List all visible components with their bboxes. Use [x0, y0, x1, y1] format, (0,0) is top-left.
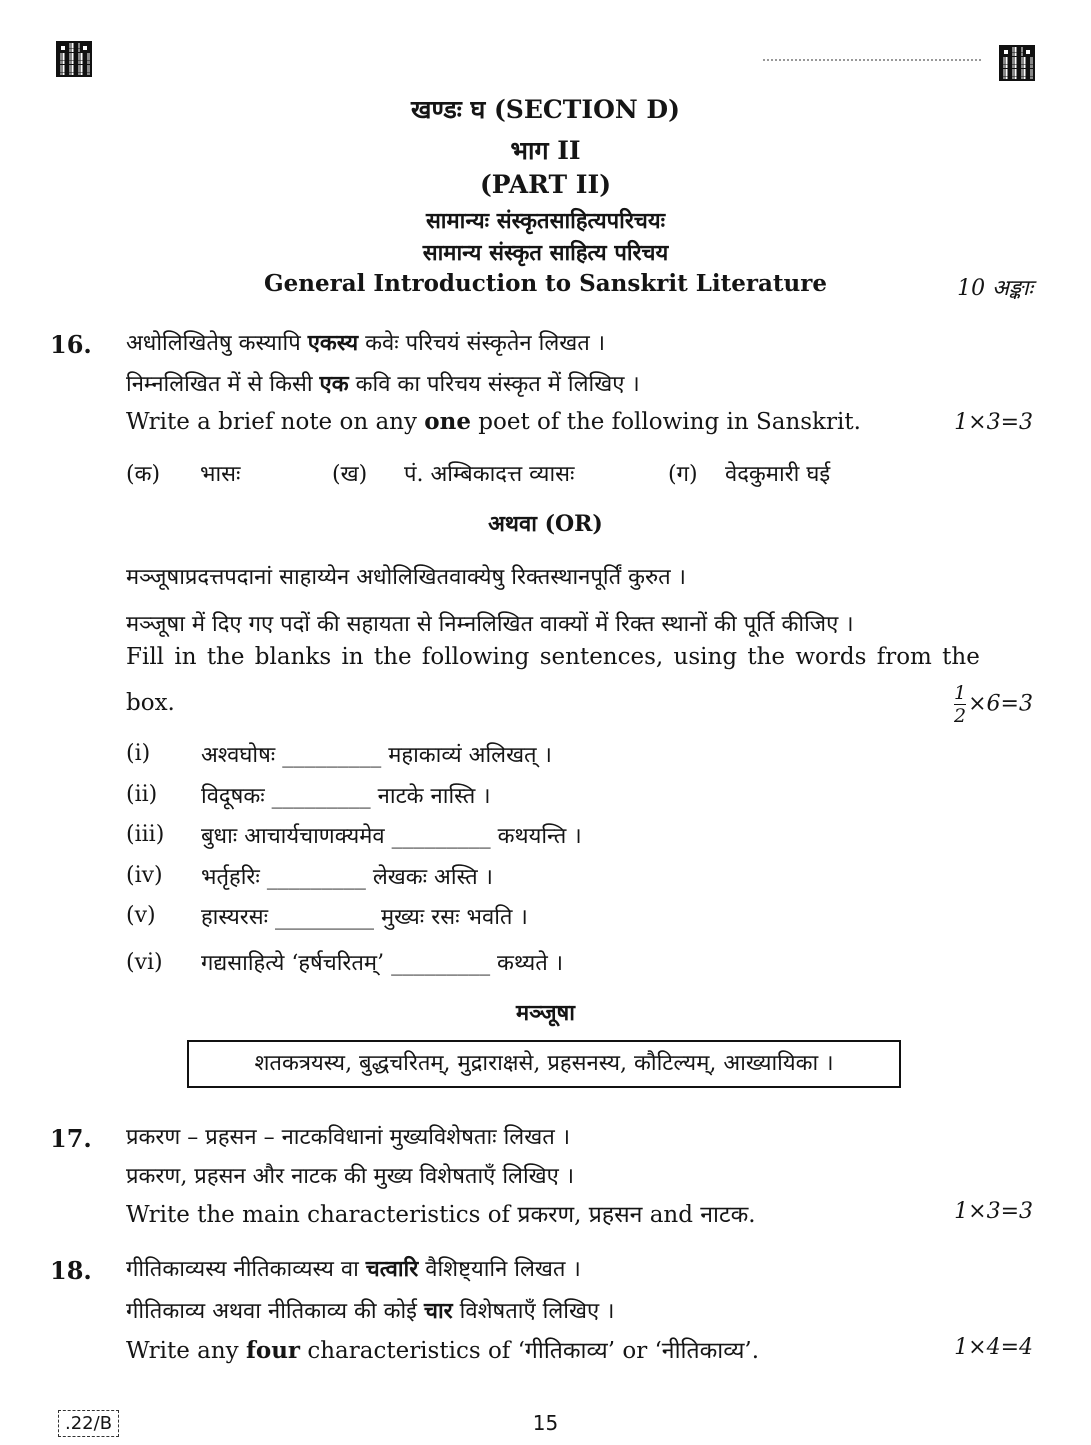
item-text-iii: बुधाः आचार्यचाणक्यमेव _________ कथयन्ति । — [201, 824, 582, 849]
q16-option-label-kha: (ख) — [332, 462, 368, 487]
item-number-v: (v) — [126, 903, 156, 928]
q16-option-text-ka: भासः — [200, 462, 241, 487]
q16-alt-english-line-1: Fill in the blanks in the following sentences, using the words from the — [126, 644, 980, 670]
item-number-iii: (iii) — [126, 822, 165, 847]
q16-option-text-kha: पं. अम्बिकादत्त व्यासः — [404, 462, 575, 487]
q18-marks: 1×4=4 — [954, 1335, 1033, 1360]
subject-english: General Introduction to Sanskrit Literature — [263, 270, 828, 297]
header-dotted-line — [763, 59, 981, 61]
part-hindi: भाग II — [510, 136, 581, 165]
part-english: (PART II) — [479, 170, 612, 199]
q16-hindi-line: निम्नलिखित में से किसी एक कवि का परिचय संस्कृत में लिखिए । — [126, 371, 640, 397]
q16-option-text-ga: वेदकुमारी घई — [725, 462, 831, 487]
section-marks: 10 अङ्काः — [957, 276, 1033, 301]
word-box: शतकत्रयस्य, बुद्धचरितम्, मुद्राराक्षसे, प्रहसनस्य, कौटिल्यम्, आख्यायिका । — [187, 1040, 901, 1088]
q17-english-line: Write the main characteristics of प्रकरण, प्रहसन and नाटक. — [126, 1202, 756, 1228]
q18-sanskrit-line: गीतिकाव्यस्य नीतिकाव्यस्य वा चत्वारि वैशिष्ट्यानि लिखत । — [126, 1256, 581, 1282]
item-number-iv: (iv) — [126, 863, 163, 888]
q17-hindi-line: प्रकरण, प्रहसन और नाटक की मुख्य विशेषताएँ लिखिए । — [126, 1164, 575, 1189]
box-title: मञ्जूषा — [516, 1000, 575, 1026]
question-number-16: 16. — [50, 330, 92, 359]
q18-hindi-line: गीतिकाव्य अथवा नीतिकाव्य की कोई चार विशेषताएँ लिखिए । — [126, 1298, 615, 1324]
q16-alt-english-line-2: box. — [126, 690, 175, 716]
q16-alt-sanskrit-line: मञ्जूषाप्रदत्तपदानां साहाय्येन अधोलिखितवाक्येषु रिक्तस्थानपूर्तिं कुरुत । — [126, 565, 687, 590]
q17-marks: 1×3=3 — [954, 1199, 1033, 1224]
page-number: 15 — [532, 1411, 559, 1435]
subject-sanskrit: सामान्यः संस्कृतसाहित्यपरिचयः — [425, 208, 666, 234]
question-number-17: 17. — [50, 1124, 92, 1153]
or-label: अथवा (OR) — [488, 511, 603, 537]
item-text-i: अश्वघोषः _________ महाकाव्यं अलिखत् । — [201, 743, 552, 768]
q16-english-line: Write a brief note on any one poet of the following in Sanskrit. — [126, 408, 861, 435]
item-text-iv: भर्तृहरिः _________ लेखकः अस्ति । — [201, 865, 493, 890]
q16-option-label-ga: (ग) — [668, 462, 698, 487]
subject-hindi: सामान्य संस्कृत साहित्य परिचय — [422, 240, 669, 266]
q17-sanskrit-line: प्रकरण – प्रहसन – नाटकविधानां मुख्यविशेषताः लिखत । — [126, 1125, 571, 1150]
qr-code-right — [999, 45, 1035, 81]
q16-option-label-ka: (क) — [126, 462, 161, 487]
paper-code: .22/B — [58, 1410, 119, 1437]
qr-code-left — [56, 41, 92, 77]
question-number-18: 18. — [50, 1256, 92, 1285]
q16-alt-hindi-line: मञ्जूषा में दिए गए पदों की सहायता से निम्नलिखित वाक्यों में रिक्त स्थानों की पूर्ति कीजिए । — [126, 612, 854, 637]
item-number-vi: (vi) — [126, 950, 163, 975]
q16-sanskrit-line: अधोलिखितेषु कस्यापि एकस्य कवेः परिचयं संस्कृतेन लिखत । — [126, 330, 606, 356]
item-text-vi: गद्यसाहित्ये ‘हर्षचरितम्’ _________ कथ्यते । — [201, 951, 564, 976]
section-title: खण्डः घ (SECTION D) — [411, 95, 680, 124]
item-number-i: (i) — [126, 741, 151, 766]
item-text-v: हास्यरसः _________ मुख्यः रसः भवति । — [201, 905, 528, 930]
q16-marks: 1×3=3 — [954, 410, 1033, 435]
item-number-ii: (ii) — [126, 782, 158, 807]
item-text-ii: विदूषकः _________ नाटके नास्ति । — [201, 784, 491, 809]
q16-alt-marks: $\frac{1}{2}$ ×6=3 — [954, 682, 1033, 727]
q18-english-line: Write any four characteristics of ‘गीतिकाव्य’ or ‘नीतिकाव्य’. — [126, 1337, 760, 1364]
